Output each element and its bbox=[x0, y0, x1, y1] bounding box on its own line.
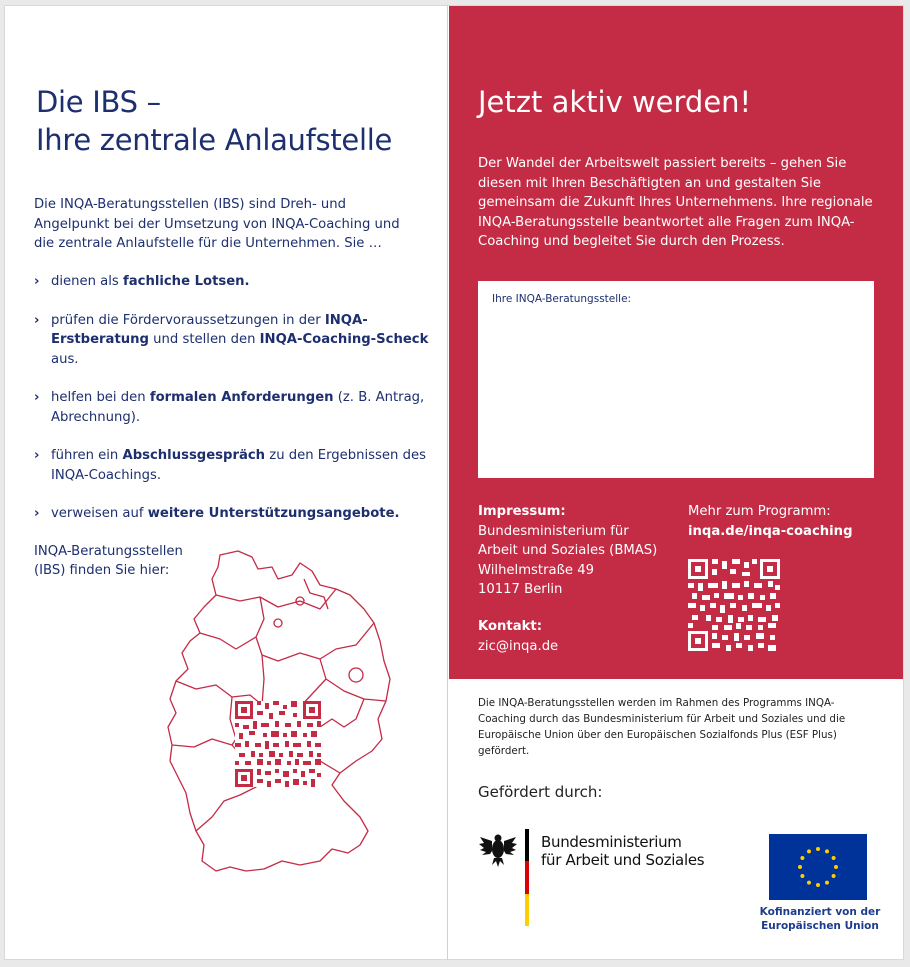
map-border bbox=[172, 739, 244, 759]
left-panel bbox=[5, 6, 446, 959]
page-title: Die IBS – Ihre zentrale Anlaufstelle bbox=[36, 85, 393, 157]
services-list bbox=[34, 272, 434, 543]
program-info: Mehr zum Programm: inqa.de/inqa-coaching bbox=[688, 504, 853, 539]
map-berlin bbox=[349, 668, 363, 682]
contact-stamp-box bbox=[478, 281, 874, 478]
map-border bbox=[200, 633, 256, 649]
list-item: › führen ein Abschlussgespräch zu den Ergebnissen des INQA-Coachings. bbox=[34, 448, 426, 483]
eu-flag-logo bbox=[769, 834, 867, 900]
map-bremen bbox=[274, 619, 282, 627]
german-flag-stripe bbox=[525, 829, 529, 927]
chevron-right-icon: › bbox=[34, 506, 40, 521]
program-link[interactable]: inqa.de/inqa-coaching bbox=[688, 523, 853, 539]
intro-text: Die INQA-Beratungsstellen (IBS) sind Dreh- und Angelpunkt bei der Umsetzung von INQA-Coaching und die zentrale Anlaufstelle für die Unternehmen. Sie … bbox=[34, 197, 400, 251]
list-item: › helfen bei den formalen Anforderungen (z. B. Antrag, Abrechnung). bbox=[34, 390, 425, 425]
eu-cofinanced-label: Kofinanziert von der Europäischen Union bbox=[759, 906, 881, 932]
cta-title: Jetzt aktiv werden! bbox=[478, 85, 752, 119]
list-item: › verweisen auf weitere Unterstützungsangebote. bbox=[34, 504, 434, 524]
ibs-find-label: INQA-Beratungsstellen (IBS) finden Sie hier: bbox=[34, 544, 183, 578]
impressum: Impressum: Bundesministerium für Arbeit und Soziales (BMAS) Wilhelmstraße 49 10117 Berlin bbox=[478, 504, 658, 597]
bmas-logo bbox=[478, 829, 718, 939]
chevron-right-icon: › bbox=[34, 448, 40, 463]
kontakt bbox=[478, 617, 558, 656]
bmas-wordmark: Bundesministerium für Arbeit und Soziales bbox=[541, 833, 705, 869]
chevron-right-icon: › bbox=[34, 274, 40, 289]
map-border bbox=[320, 659, 386, 701]
map-qr-code bbox=[235, 701, 321, 787]
chevron-right-icon: › bbox=[34, 312, 40, 328]
federal-eagle-icon bbox=[478, 831, 518, 871]
kontakt-email[interactable]: zic@inqa.de bbox=[478, 638, 559, 654]
eu-stars-icon bbox=[769, 834, 867, 900]
funding-text: Die INQA-Beratungsstellen werden im Rahmen des Programms INQA-Coaching durch das Bundesministerium für Arbeit und Soziales und die Europäische Union über den Europäischen Sozialfonds Plus (ESF Plus) gefördert. bbox=[478, 697, 846, 757]
right-panel bbox=[449, 6, 903, 679]
funded-by-label: Gefördert durch: bbox=[478, 783, 603, 801]
list-item: › prüfen die Fördervoraussetzungen in der INQA-Erstberatung und stellen den INQA-Coaching-Scheck aus. bbox=[34, 312, 429, 367]
program-qr-code[interactable] bbox=[688, 559, 780, 651]
list-item: › dienen als fachliche Lotsen. bbox=[34, 272, 434, 292]
cta-text: Der Wandel der Arbeitswelt passiert bereits – gehen Sie diesen mit Ihren Beschäftigten an und gestalten Sie gemeinsam die Zukunft Ihres Unternehmens. Ihre regionale INQA-Beratungsstelle beantwortet alle Fragen zum INQA-Coaching und begleitet Sie durch den Prozess. bbox=[478, 156, 873, 249]
funding-section bbox=[449, 679, 903, 959]
kontakt-heading: Kontakt: bbox=[478, 619, 542, 634]
impressum-heading: Impressum: bbox=[478, 504, 566, 519]
fold-line bbox=[447, 5, 448, 960]
chevron-right-icon: › bbox=[34, 390, 40, 405]
box-label: Ihre INQA-Beratungsstelle: bbox=[492, 293, 632, 305]
map-border bbox=[216, 589, 336, 609]
germany-map bbox=[160, 549, 395, 894]
